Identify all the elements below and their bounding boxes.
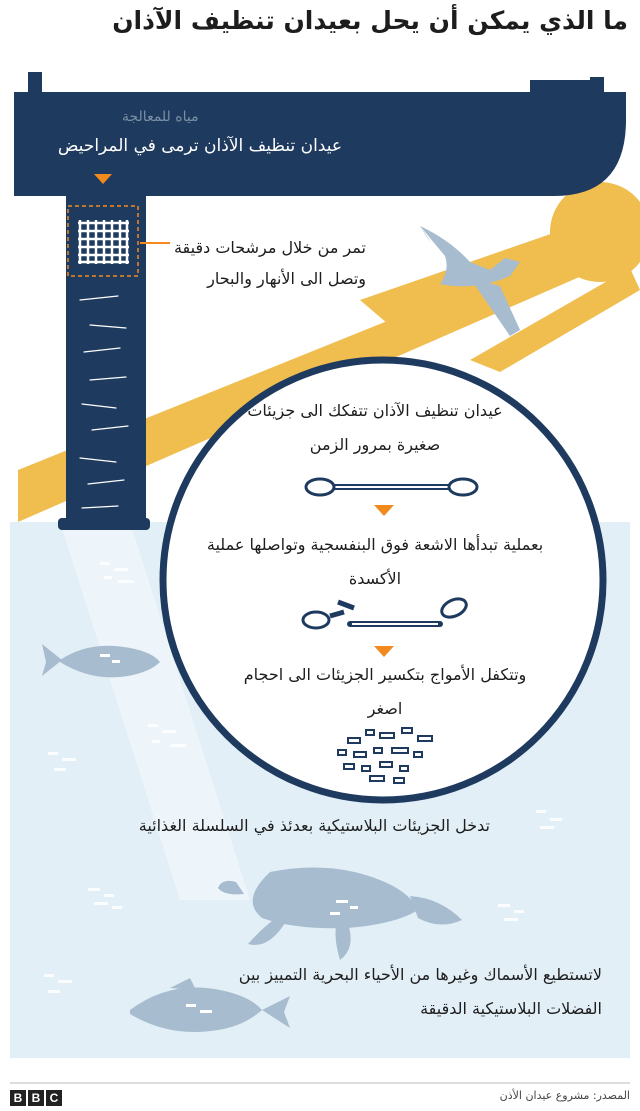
buds-flushed-label: عيدان تنظيف الآذان ترمى في المراحيض — [57, 136, 342, 156]
treatment-plant-label: منشأة تصفية — [108, 78, 184, 94]
bbc-logo-letter: B — [10, 1090, 26, 1106]
bbc-logo — [10, 1090, 62, 1106]
bbc-logo-letter: B — [28, 1090, 44, 1106]
pipe-outlet — [58, 518, 150, 530]
circle-step-3: وتتكفل الأمواج بتكسير الجزيئات الى احجام اصغر — [243, 665, 527, 718]
bbc-logo-letter: C — [46, 1090, 62, 1106]
filter-pass-label: تمر من خلال مرشحات دقيقة وتصل الى الأنهار والبحار — [173, 238, 366, 288]
circle-step-2: بعملية تبدأها الاشعة فوق البنفسجية وتواصلها عملية الأكسدة — [206, 535, 544, 588]
water-treatment-label: مياه للمعالجة — [122, 109, 199, 125]
circle-step-1: عيدان تنظيف الآذان تتفكك الى جزيئات صغيرة بمرور الزمن — [247, 401, 503, 454]
food-chain-label: تدخل الجزيئات البلاستيكية بعدئذ في السلسلة الغذائية — [138, 816, 490, 835]
page-title: ما الذي يمكن أن يحل بعيدان تنظيف الآذان — [112, 6, 628, 35]
fish-note-label: لاتستطيع الأسماك وغيرها من الأحياء البحرية التمييز بين الفضلات البلاستيكية الدقيقة — [238, 965, 602, 1018]
source-credit: المصدر: مشروع عيدان الأذن — [499, 1089, 630, 1102]
pipe — [66, 196, 146, 522]
